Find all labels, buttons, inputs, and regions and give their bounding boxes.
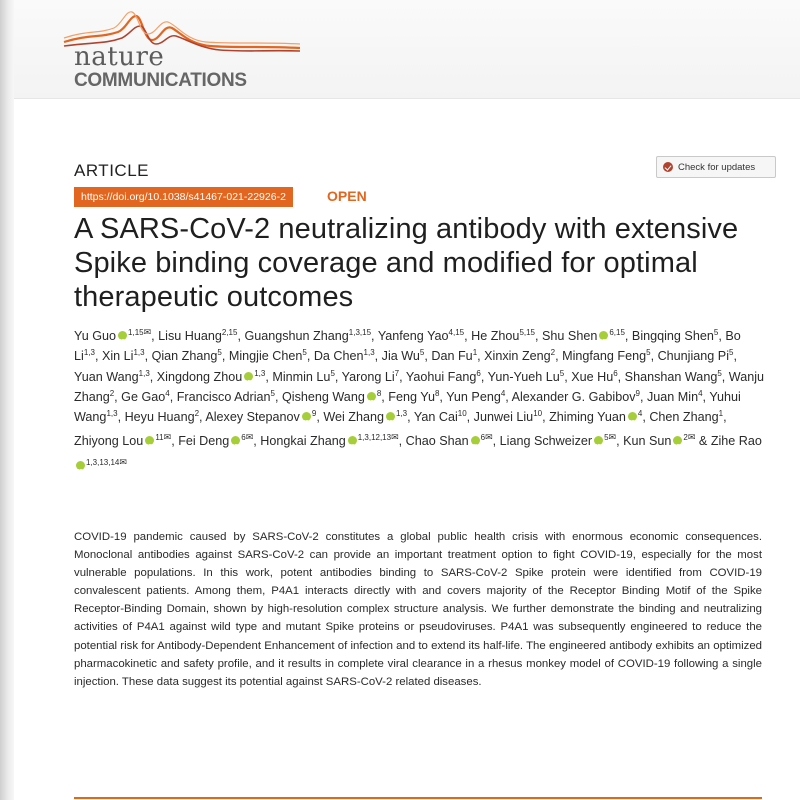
doi-link[interactable]: https://doi.org/10.1038/s41467-021-22926-2 xyxy=(74,187,293,207)
author-entry[interactable]: Minmin Lu$^5$, xyxy=(272,368,342,384)
page-edge-shadow xyxy=(0,0,14,800)
author-name[interactable]: Xue Hu xyxy=(571,369,614,384)
orcid-icon[interactable] xyxy=(367,392,376,401)
affiliation-marker: 2 xyxy=(109,388,115,398)
affiliation-marker: 2,15 xyxy=(221,328,238,337)
author-name[interactable]: Chao Shan xyxy=(405,434,469,449)
author-name[interactable]: Jia Wu xyxy=(381,349,420,364)
mail-icon[interactable]: ✉ xyxy=(391,432,399,443)
author-entry[interactable]: Hongkai ZhangiD $^{1,3,12,13✉}$, xyxy=(260,434,405,448)
open-access-badge: OPEN xyxy=(327,188,367,204)
affiliation-marker: 6 xyxy=(613,368,618,378)
author-name[interactable]: Juan Min xyxy=(646,389,699,404)
author-name[interactable]: Dan Fu xyxy=(431,349,473,364)
affiliation-marker: 6,15 xyxy=(609,328,625,337)
author-name[interactable]: Lisu Huang xyxy=(158,329,222,343)
author-entry[interactable]: Francisco Adrian$^5$, xyxy=(176,388,282,404)
author-entry[interactable]: Bingqing Shen$^5$, xyxy=(631,328,726,343)
orcid-icon[interactable] xyxy=(76,461,85,470)
affiliation-marker: 1 xyxy=(718,409,724,419)
author-entry[interactable]: Chunjiang Pi$^5$, xyxy=(657,348,737,364)
orcid-icon[interactable] xyxy=(348,436,357,445)
author-name[interactable]: Shanshan Wang xyxy=(624,369,718,384)
orcid-icon[interactable] xyxy=(599,331,608,340)
affiliation-marker: 5 xyxy=(559,368,565,378)
author-name[interactable]: Yanfeng Yao xyxy=(377,329,449,343)
logo-nature-text: nature xyxy=(74,42,165,72)
affiliation-marker: 2 xyxy=(194,409,200,419)
affiliation-marker: 8 xyxy=(376,388,382,398)
author-name[interactable]: Wanju Zhang xyxy=(74,369,765,404)
author-name[interactable]: Bo Li xyxy=(74,329,741,364)
author-entry[interactable]: Xingdong ZhouiD $^{1,3}$, xyxy=(157,370,273,384)
affiliation-marker: 1,3 xyxy=(395,409,408,419)
affiliation-marker: 6 xyxy=(476,368,481,378)
author-name[interactable]: Minmin Lu xyxy=(272,369,331,384)
author-entry[interactable]: Chao ShaniD $^{6✉}$, xyxy=(406,434,500,448)
affiliation-marker: 8 xyxy=(434,388,440,398)
mail-icon[interactable]: ✉ xyxy=(119,456,127,467)
affiliation-marker: 9 xyxy=(311,409,317,419)
affiliation-marker: 4 xyxy=(698,388,703,398)
affiliation-marker: 5 xyxy=(713,328,719,337)
author-name[interactable]: Yarong Li xyxy=(341,369,395,384)
affiliation-marker: 1,3,15 xyxy=(348,328,372,337)
author-name[interactable]: Chen Zhang xyxy=(649,410,719,425)
affiliation-marker: 5,15 xyxy=(519,328,536,337)
affiliation-marker: 1,3 xyxy=(363,348,375,358)
affiliation-marker: 5 xyxy=(302,348,307,358)
affiliation-marker: 10 xyxy=(533,409,543,419)
author-name[interactable]: He Zhou xyxy=(471,329,520,343)
author-name[interactable]: Yan Cai xyxy=(413,410,458,425)
author-name[interactable]: Yaohui Fang xyxy=(405,369,477,384)
orcid-icon[interactable] xyxy=(118,331,127,340)
author-entry[interactable]: Xin Li$^{1,3}$, xyxy=(101,348,152,364)
author-name[interactable]: Shu Shen xyxy=(542,329,598,343)
author-name[interactable]: Wei Zhang xyxy=(323,410,384,425)
mail-icon[interactable]: ✉ xyxy=(485,432,493,443)
author-name[interactable]: Junwei Liu xyxy=(473,410,534,425)
author-name[interactable]: Liang Schweizer xyxy=(499,434,593,449)
author-name[interactable]: Yuan Wang xyxy=(74,369,139,384)
author-name[interactable]: Zhiyong Lou xyxy=(74,434,144,449)
author-name[interactable]: Fei Deng xyxy=(178,434,230,449)
author-name[interactable]: Xinxin Zeng xyxy=(484,349,551,364)
author-entry[interactable]: Yanfeng Yao$^{4,15}$, xyxy=(377,328,472,343)
affiliation-marker: 2 xyxy=(683,433,688,443)
author-name[interactable]: Mingfang Feng xyxy=(562,349,647,364)
affiliation-marker: 7 xyxy=(394,368,400,378)
affiliation-marker: 1,3 xyxy=(106,409,118,419)
author-name[interactable]: Guangshun Zhang xyxy=(244,329,349,343)
mail-icon[interactable]: ✉ xyxy=(163,432,172,443)
author-entry[interactable]: Zhiyong LouiD $^{11✉}$, xyxy=(74,434,178,448)
article-type-label: ARTICLE xyxy=(74,161,149,180)
author-name[interactable]: Alexander G. Gabibov xyxy=(511,389,636,404)
affiliation-marker: 1,3 xyxy=(254,368,266,378)
orcid-icon[interactable] xyxy=(145,436,154,445)
affiliation-marker: 6 xyxy=(241,433,246,443)
author-name[interactable]: Yun-Yueh Lu xyxy=(487,369,560,384)
affiliation-marker: 1,3 xyxy=(138,368,150,378)
author-entry[interactable]: Alexey StepanoviD $^9$, xyxy=(205,410,323,424)
author-name[interactable]: Xin Li xyxy=(101,349,134,364)
author-name[interactable]: Chunjiang Pi xyxy=(657,349,729,364)
author-entry[interactable] xyxy=(623,434,699,448)
author-entry[interactable]: Xinxin Zeng$^2$, xyxy=(484,348,563,364)
author-name[interactable]: Mingjie Chen xyxy=(228,349,303,364)
affiliation-marker: 4 xyxy=(637,409,643,419)
affiliation-marker: 5 xyxy=(646,348,651,358)
orcid-icon[interactable] xyxy=(386,412,395,421)
journal-logo[interactable] xyxy=(60,4,320,90)
author-name[interactable]: Hongkai Zhang xyxy=(260,434,346,449)
orcid-icon[interactable] xyxy=(673,436,682,445)
author-name[interactable]: Heyu Huang xyxy=(124,410,195,425)
author-name[interactable]: Zhiming Yuan xyxy=(549,410,626,425)
author-entry[interactable]: Zhiming YuaniD $^4$, xyxy=(549,410,649,424)
orcid-icon[interactable] xyxy=(594,436,603,445)
affiliation-marker: 5 xyxy=(330,368,335,378)
affiliation-marker: 5 xyxy=(604,433,609,443)
affiliation-marker: 4 xyxy=(500,388,506,398)
author-entry[interactable]: Da Chen$^{1,3}$, xyxy=(313,348,382,364)
author-entry[interactable]: Yu GuoiD $^{1,15✉}$, xyxy=(74,329,158,343)
affiliation-marker: 11 xyxy=(155,433,164,443)
author-entry[interactable]: Guangshun Zhang$^{1,3,15}$, xyxy=(244,328,378,343)
orcid-icon[interactable] xyxy=(302,412,311,421)
author-name[interactable]: Yu Guo xyxy=(74,329,117,343)
author-entry[interactable]: Mingfang Feng$^5$, xyxy=(562,348,658,364)
affiliation-marker: 1,3 xyxy=(83,348,95,358)
author-name[interactable]: Zihe Rao xyxy=(710,434,762,449)
author-name[interactable]: Kun Sun xyxy=(623,434,672,449)
orcid-icon[interactable] xyxy=(244,372,253,381)
author-entry[interactable]: Bo Li$^{1,3}$, xyxy=(74,329,741,364)
article-title: A SARS-CoV-2 neutralizing antibody with extensive Spike binding coverage and modified for optimal therapeutic outcomes xyxy=(74,213,739,313)
author-name[interactable]: Ge Gao xyxy=(121,389,166,404)
author-entry[interactable]: Yun Peng$^4$, xyxy=(446,388,512,404)
author-entry[interactable]: He Zhou$^{5,15}$, xyxy=(471,328,543,343)
affiliation-marker: 1 xyxy=(472,348,478,358)
author-entry[interactable]: Heyu Huang$^2$, xyxy=(124,409,206,425)
author-entry[interactable]: Yan Cai$^{10}$, xyxy=(413,409,474,425)
author-list xyxy=(74,322,764,476)
affiliation-marker: 10 xyxy=(457,409,467,419)
affiliation-marker: 5 xyxy=(729,348,734,358)
author-name[interactable]: Qisheng Wang xyxy=(281,389,365,404)
affiliation-marker: 5 xyxy=(419,348,425,358)
mail-icon[interactable]: ✉ xyxy=(143,327,152,337)
author-entry[interactable]: Shanshan Wang$^5$, xyxy=(624,368,729,384)
author-entry[interactable]: Wanju Zhang$^2$, xyxy=(74,369,765,404)
author-entry[interactable]: Yuhui Wang$^{1,3}$, xyxy=(74,389,741,425)
check-updates-icon xyxy=(663,162,673,172)
affiliation-marker: 5 xyxy=(717,368,722,378)
author-entry[interactable]: Shu SheniD $^{6,15}$, xyxy=(542,329,632,343)
check-updates-label: Check for updates xyxy=(678,161,756,173)
abstract-text: COVID-19 pandemic caused by SARS-CoV-2 constitutes a global public health crisis with enormous economic consequences. Monoclonal antibodies against SARS-CoV-2 can provide an important treatment option to fight COVID-19, especially for the most vulnerable populations. In this work, potent antibodies binding to SARS-CoV-2 Spike protein were identified from COVID-19 convalescent patients. Among them, P4A1 interacts directly with and covers majority of the Receptor Binding Motif of the Spike Receptor-Binding Domain, shown by high-resolution complex structure analysis. We further demonstrate the binding and neutralizing activities of P4A1 against wild type and mutant Spike proteins or pseudoviruses. P4A1 was subsequently engineered to reduce the potential risk for Antibody-Dependent Enhancement of infection and to extend its half-life. The engineered antibody exhibits an optimized pharmacokinetic and safety profile, and it results in complete viral clearance in a rhesus monkey model of COVID-19 following a single injection. These data suggest its potential against SARS-CoV-2 related diseases. xyxy=(74,531,762,688)
author-final-separator: & xyxy=(698,434,711,449)
author-entry[interactable]: Fei DengiD $^{6✉}$, xyxy=(178,434,260,448)
author-entry[interactable]: Alexander G. Gabibov$^9$, xyxy=(511,388,647,404)
affiliation-marker: 5 xyxy=(270,388,275,398)
author-name[interactable]: Bingqing Shen xyxy=(631,329,714,343)
mail-icon[interactable]: ✉ xyxy=(245,432,254,443)
author-name[interactable]: Feng Yu xyxy=(388,389,435,404)
affiliation-marker: 9 xyxy=(635,388,640,398)
author-entry[interactable]: Yun-Yueh Lu$^5$, xyxy=(487,368,572,384)
affiliation-marker: 1,3,13,14 xyxy=(86,457,120,467)
orcid-icon[interactable] xyxy=(628,412,637,421)
author-name[interactable]: Yun Peng xyxy=(446,389,501,404)
affiliation-marker: 4,15 xyxy=(448,328,465,337)
affiliation-marker: 5 xyxy=(217,348,222,358)
logo-communications-text: COMMUNICATIONS xyxy=(74,70,247,91)
author-entry[interactable]: Juan Min$^4$, xyxy=(646,388,710,404)
author-entry[interactable]: Yuan Wang$^{1,3}$, xyxy=(74,368,157,384)
author-name[interactable]: Xingdong Zhou xyxy=(156,369,243,384)
affiliation-marker: 2 xyxy=(550,348,556,358)
orcid-icon[interactable] xyxy=(471,436,480,445)
affiliation-marker: 1,3 xyxy=(133,348,145,358)
author-name[interactable]: Yuhui Wang xyxy=(74,389,741,425)
author-entry[interactable]: Ge Gao$^4$, xyxy=(121,388,177,404)
author-name[interactable]: Francisco Adrian xyxy=(176,389,271,404)
affiliation-marker: 1,15 xyxy=(128,328,144,337)
section-divider xyxy=(74,797,762,799)
check-for-updates-button[interactable] xyxy=(656,156,776,178)
author-entry[interactable]: Junwei Liu$^{10}$, xyxy=(473,409,550,425)
affiliation-marker: 6 xyxy=(480,433,486,443)
author-entry[interactable]: Qian Zhang$^5$, xyxy=(151,348,229,364)
author-entry[interactable]: Yarong Li$^7$, xyxy=(341,368,406,384)
author-entry[interactable]: Xue Hu$^6$, xyxy=(571,368,625,384)
author-name[interactable]: Qian Zhang xyxy=(151,349,218,364)
author-entry[interactable]: Wei ZhangiD $^{1,3}$, xyxy=(323,410,414,424)
author-name[interactable]: Alexey Stepanov xyxy=(205,410,300,425)
author-entry[interactable]: Chen Zhang$^1$, xyxy=(649,409,727,425)
author-entry[interactable]: Liang SchweizeriD $^{5✉}$, xyxy=(500,434,623,448)
author-entry[interactable]: Yaohui Fang$^6$, xyxy=(405,368,488,384)
author-entry[interactable]: Dan Fu$^1$, xyxy=(431,348,485,364)
orcid-icon[interactable] xyxy=(231,436,240,445)
author-entry[interactable]: Jia Wu$^5$, xyxy=(381,348,432,364)
affiliation-marker: 1,3,12,13 xyxy=(357,433,392,443)
author-entry[interactable]: Lisu Huang$^{2,15}$, xyxy=(158,328,245,343)
author-entry[interactable]: Qisheng WangiD $^8$, xyxy=(282,390,388,404)
mail-icon[interactable]: ✉ xyxy=(608,432,617,443)
author-entry[interactable]: Feng Yu$^8$, xyxy=(388,388,447,404)
affiliation-marker: 4 xyxy=(165,388,170,398)
author-name[interactable]: Da Chen xyxy=(313,349,364,364)
author-entry[interactable]: Mingjie Chen$^5$, xyxy=(228,348,314,364)
mail-icon[interactable]: ✉ xyxy=(687,432,696,443)
